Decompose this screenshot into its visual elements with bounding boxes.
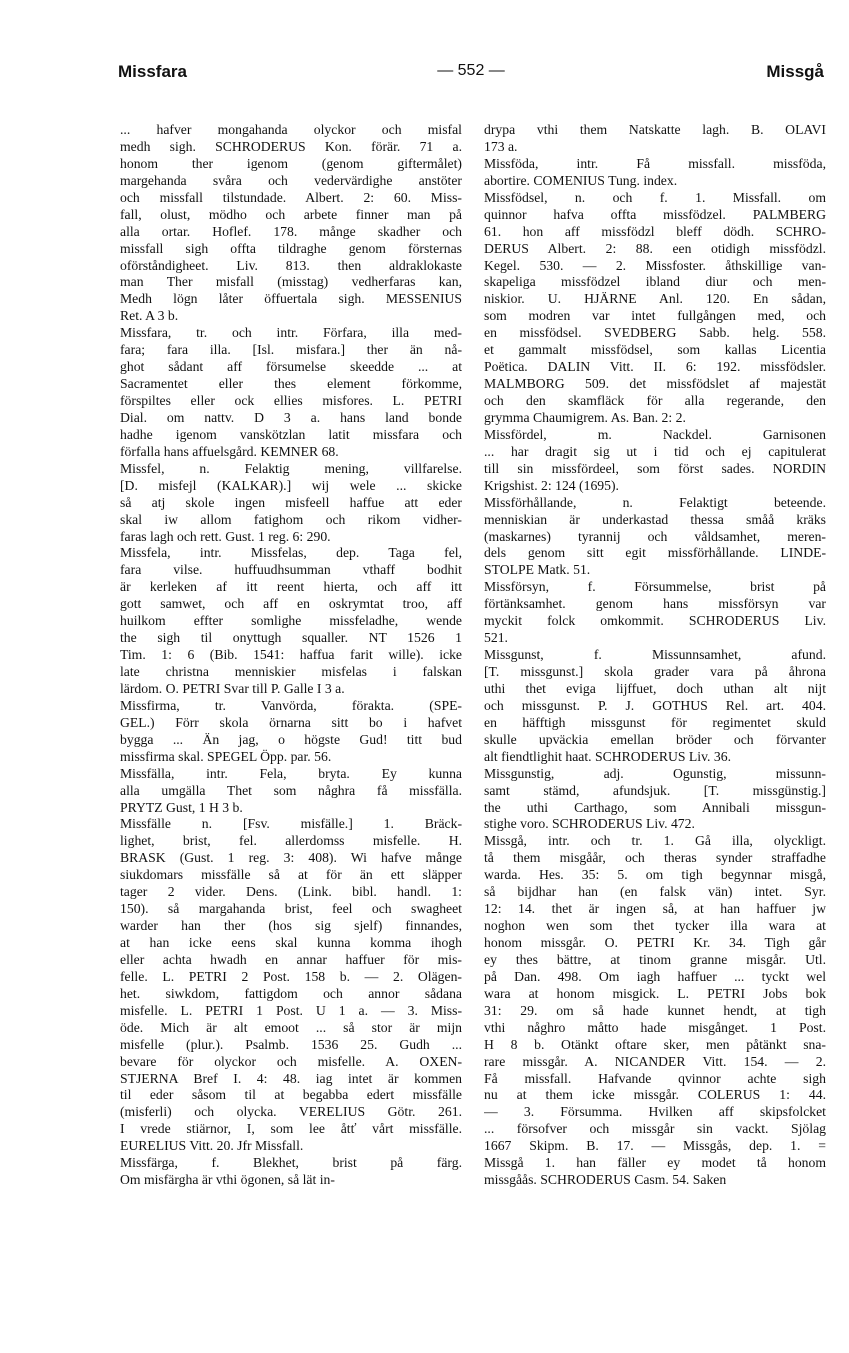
text-line: är kerleken af itt reent hierta, och aff itt bbox=[120, 579, 462, 595]
header-right-headword: Missgå bbox=[766, 62, 824, 81]
text-line: til eder såsom til at begabba edert missfälle bbox=[120, 1087, 462, 1103]
text-line: quinnor hafva offta missfödzel. PALMBERG bbox=[484, 206, 826, 222]
text-line: H 8 b. Otänkt oftare sker, men påtänkt sna- bbox=[484, 1036, 826, 1052]
text-line: 150). så margahanda brist, feel och swagheet bbox=[120, 901, 462, 917]
text-line: alt fiendtlighit haat. SCHRODERUS Liv. 36. bbox=[484, 748, 731, 764]
text-line: I vrede stiärnor, I, som lee åtť vårt missfälle. bbox=[120, 1121, 462, 1137]
text-line: het. siwkdom, fattigdom och annor sådana bbox=[120, 985, 462, 1001]
text-line: samt stämd, afundsjuk. [T. missgünstig.] bbox=[484, 782, 826, 798]
text-line: lärdom. O. PETRI Svar till P. Galle I 3 a. bbox=[120, 680, 345, 696]
text-line: förfalla hans affuelsgård. KEMNER 68. bbox=[120, 443, 339, 459]
text-line: dels genom sitt egit missförhållande. LINDE- bbox=[484, 545, 826, 561]
text-line: 1667 Skipm. B. 17. — Missgås, dep. 1. = bbox=[484, 1138, 826, 1154]
text-line: så bijdhar han (en falsk vän) intet. Syr. bbox=[484, 884, 826, 900]
text-line: medh sigh. SCHRODERUS Kon. förär. 71 a. bbox=[120, 138, 462, 154]
text-line: förtänksamhet. genom hans missförsyn var bbox=[484, 596, 826, 612]
text-line: och den skamfläck för alla regerande, den bbox=[484, 393, 826, 408]
text-line: Missgunst, f. Missunnsamhet, afund. bbox=[484, 647, 826, 663]
text-line: (maskarnes) tyrannij och våldsamhet, meren- bbox=[484, 528, 826, 544]
text-line: huilkom effter somlighe missfeladhe, wende bbox=[120, 613, 462, 629]
text-line: grymma Chaumigrem. As. Ban. 2: 2. bbox=[484, 409, 686, 425]
text-line: — 3. Försumma. Hvilken aff skipsfolcket bbox=[484, 1104, 826, 1120]
text-line: Missförhållande, n. Felaktigt beteende. bbox=[484, 494, 826, 510]
text-line: Krigshist. 2: 124 (1695). bbox=[484, 477, 619, 493]
text-line: myckit folck omkommit. SCHRODERUS Liv. bbox=[484, 613, 826, 629]
text-line: Missfälla, intr. Fela, bryta. Ey kunna bbox=[120, 765, 462, 781]
text-line: förspiltes eller ock ellies misfores. L. PETRI bbox=[120, 393, 462, 408]
right-column bbox=[484, 122, 826, 1189]
text-line: Missgå, intr. och tr. 1. Gå illa, olyckligt. bbox=[484, 833, 826, 849]
text-line: rare missgår. A. NICANDER Vitt. 154. — 2. bbox=[484, 1053, 826, 1069]
text-line: ... försofver och missgår sin vackt. Sjölag bbox=[484, 1121, 826, 1137]
text-line: Poëtica. DALIN Vitt. II. 6: 192. missfödsler. bbox=[484, 359, 826, 375]
text-line: warder han ther (hos sig sjelf) finnandes, bbox=[120, 918, 462, 934]
text-line: wara at honom misgick. L. PETRI Jobs bok bbox=[484, 985, 826, 1001]
text-line: Ret. A 3 b. bbox=[120, 308, 179, 324]
text-line: DERUS Albert. 2: 88. een otidigh missfödzl. bbox=[484, 240, 826, 256]
text-line: fara; fara illa. [Isl. misfara.] ther än nå- bbox=[120, 342, 462, 358]
text-line: misfelle (plur.). Psalmb. 1536 25. Gudh ... bbox=[120, 1036, 462, 1052]
page-header bbox=[118, 62, 824, 92]
text-line: missgåås. SCHRODERUS Casm. 54. Saken bbox=[484, 1172, 727, 1188]
text-line: Missföda, intr. Få missfall. missföda, bbox=[484, 155, 826, 171]
text-line: ghot sådant aff försumelse skeedde ... at bbox=[120, 359, 462, 375]
page-number: — 552 — bbox=[437, 62, 505, 79]
text-line: abortire. COMENIUS Tung. index. bbox=[484, 172, 678, 188]
text-line: [D. misfejl (KALKAR).] wij wele ... skicke bbox=[120, 477, 462, 493]
text-line: Missfirma, tr. Vanvörda, förakta. (SPE- bbox=[120, 697, 462, 713]
text-line: STJERNA Bref I. 4: 48. iag intet är kommen bbox=[120, 1070, 462, 1086]
text-line: skal iw allom fatighom och rikom vidher- bbox=[120, 511, 462, 527]
text-line: gott samwet, och aff en oskrymtat troo, aff bbox=[120, 596, 462, 612]
text-line: alla ortar. Hoflef. 178. månge skadher och bbox=[120, 223, 462, 239]
left-column bbox=[120, 122, 462, 1189]
text-line: fara vilse. huffuudhsumman vthaff bodhit bbox=[120, 562, 462, 578]
text-line: MALMBORG 509. det missfödslet af majestät bbox=[484, 376, 826, 392]
text-line: och missgunst. P. J. GOTHUS Rel. art. 404. bbox=[484, 697, 826, 713]
text-line: (misferli) och olycka. VERELIUS Götr. 261. bbox=[120, 1104, 462, 1120]
text-line: 61. hon aff missfödzl bleff dödh. SCHRO- bbox=[484, 223, 826, 239]
text-line: tager 2 vider. Dens. (Link. bibl. handl. 1: bbox=[120, 884, 462, 900]
text-line: et gammalt missfödsel, som kallas Licentia bbox=[484, 342, 826, 358]
text-line: Dial. om nattv. D 3 a. hans land bonde bbox=[120, 409, 462, 425]
text-line: en häfftigh missgunst för regimentet skuld bbox=[484, 714, 826, 730]
text-line: missfall sigh offta tildraghe genom försternas bbox=[120, 240, 462, 256]
text-line: niskior. U. HJÄRNE Anl. 120. En sådan, bbox=[484, 291, 826, 307]
text-line: bevare för olyckor och misfelle. A. OXEN- bbox=[120, 1053, 462, 1069]
text-line: fall, olust, mödho och arbete finner man på bbox=[120, 206, 462, 222]
text-line: bygga ... Än jag, o högste Gud! titt bud bbox=[120, 731, 462, 747]
text-line: menniskian är underkastad thessa småå kräks bbox=[484, 511, 826, 527]
text-line: Kegel. 530. — 2. Missfoster. åthskillige van- bbox=[484, 257, 826, 273]
text-line: 12: 14. thet är ingen så, at han haffuer jw bbox=[484, 901, 826, 917]
text-line: en missfödsel. SVEDBERG Sabb. helg. 558. bbox=[484, 325, 826, 341]
text-line: och missfall tilstundade. Albert. 2: 60. Miss- bbox=[120, 189, 462, 205]
text-line: som modren var intet fullgången med, och bbox=[484, 308, 826, 324]
text-line: Sacramentet eller thes element förkomme, bbox=[120, 376, 462, 392]
text-line: man Ther misfall (misstag) vedherfaras kan, bbox=[120, 274, 462, 290]
text-line: på Dan. 498. Om iagh haffuer ... tyckt wel bbox=[484, 968, 826, 984]
text-line: ... hafver mongahanda olyckor och misfal bbox=[120, 122, 462, 137]
text-line: Missfödsel, n. och f. 1. Missfall. om bbox=[484, 189, 826, 205]
text-line: misfelle. L. PETRI 1 Post. U 1 a. — 3. Miss- bbox=[120, 1002, 462, 1018]
text-line: EURELIUS Vitt. 20. Jfr Missfall. bbox=[120, 1138, 304, 1154]
text-line: till sin missfördeel, som först sades. NORDIN bbox=[484, 460, 826, 476]
text-line: alla umgälla Thet som någhra få missfälla. bbox=[120, 782, 462, 798]
text-line: öde. Mich är alt emoot ... så stor är mijn bbox=[120, 1019, 462, 1035]
text-line: Missfela, intr. Missfelas, dep. Taga fel, bbox=[120, 545, 462, 561]
text-line: honom missgår. O. PETRI Kr. 34. Tigh går bbox=[484, 935, 826, 950]
text-line: Missfärga, f. Blekhet, brist på färg. bbox=[120, 1155, 462, 1171]
text-line: GEL.) Förr skola örnarna sitt bo i hafvet bbox=[120, 714, 462, 730]
text-line: drypa vthi them Natskatte lagh. B. OLAVI bbox=[484, 122, 826, 137]
text-line: the sigh til onyttugh squaller. NT 1526 1 bbox=[120, 630, 462, 646]
text-line: Missgunstig, adj. Ogunstig, missunn- bbox=[484, 765, 826, 781]
text-line: Missförsyn, f. Försummelse, brist på bbox=[484, 579, 826, 595]
text-line: skulle upväckia emellan bröder och förvanter bbox=[484, 731, 826, 747]
text-line: warda. Hes. 35: 5. om tigh begynnar misgå, bbox=[484, 867, 826, 883]
text-line: hadhe igenom vanskötzlan latit missfara och bbox=[120, 426, 462, 442]
text-line: Medh lögn låter öffuertala sigh. MESSENIUS bbox=[120, 291, 462, 307]
text-line: margehanda svåra och vedervärdighe anstöter bbox=[120, 172, 462, 188]
text-line: skapeliga missfödzel ibland diur och men- bbox=[484, 274, 826, 290]
text-line: at han icke eens skal kunna komma ihogh bbox=[120, 935, 462, 950]
text-line: uthi thet eviga lijffuet, doch uthan alt nijt bbox=[484, 680, 826, 696]
text-line: siukdomars missfälle så at för än ett släpper bbox=[120, 867, 462, 883]
text-line: faras lagh och rett. Gust. 1 reg. 6: 290. bbox=[120, 528, 331, 544]
text-line: BRASK (Gust. 1 reg. 3: 408). Wi hafve månge bbox=[120, 850, 462, 866]
text-line: Missfel, n. Felaktig mening, villfarelse. bbox=[120, 460, 462, 476]
text-line: the uthi Carthago, som Annibali missgun- bbox=[484, 799, 826, 815]
text-line: honom ther igenom (genom giftermålet) bbox=[120, 155, 462, 171]
text-line: 173 a. bbox=[484, 138, 518, 154]
text-line: vthi någhro måtto hade misgånget. 1 Post. bbox=[484, 1019, 826, 1035]
text-line: PRYTZ Gust, 1 H 3 b. bbox=[120, 799, 243, 815]
text-line: Missfälle n. [Fsv. misfälle.] 1. Bräck- bbox=[120, 816, 462, 832]
text-line: eller achta hwadh en annar haffuer för mis- bbox=[120, 951, 462, 967]
text-line: Missfördel, m. Nackdel. Garnisonen bbox=[484, 426, 826, 442]
text-line: missfirma skal. SPEGEL Öpp. par. 56. bbox=[120, 748, 332, 764]
header-left-headword: Missfara bbox=[118, 62, 187, 81]
text-line: ey thes bättre, at tinom granne misgår. Utl. bbox=[484, 951, 826, 967]
text-line: 31: 29. om så hade kunnet hendt, at tigh bbox=[484, 1002, 826, 1018]
text-line: [T. missgunst.] skola grader vara på åhrona bbox=[484, 664, 826, 679]
text-line: noghon wen som thet tycker illa wara at bbox=[484, 918, 826, 934]
text-line: ... har dragit sig ut i tid och ej capitulerat bbox=[484, 443, 826, 459]
text-line: oförståndigheet. Liv. 813. then aldraklokaste bbox=[120, 257, 462, 273]
text-line: Få missfall. Hafvande qvinnor achte sigh bbox=[484, 1070, 826, 1086]
text-line: lighet, brist, fel. allerdomss misfelle. H. bbox=[120, 833, 462, 849]
text-line: late christna menniskier misfelas i falskan bbox=[120, 664, 462, 679]
text-line: Tim. 1: 6 (Bib. 1541: haffua farit wille). icke bbox=[120, 647, 462, 663]
text-line: tå them misgåår, och theras synder straffadhe bbox=[484, 850, 826, 866]
text-line: stighe voro. SCHRODERUS Liv. 472. bbox=[484, 816, 695, 832]
text-line: så atj skole ingen misfeell haffue att eder bbox=[120, 494, 462, 510]
text-line: Om misfärgha är vthi ögonen, så lät in- bbox=[120, 1172, 335, 1188]
text-line: 521. bbox=[484, 630, 508, 646]
text-line: felle. L. PETRI 2 Post. 158 b. — 2. Olägen- bbox=[120, 968, 462, 984]
text-line: nu at them icke missgår. COLERUS 1: 44. bbox=[484, 1087, 826, 1103]
text-line: Missgå 1. han fäller ey modet tå honom bbox=[484, 1155, 826, 1171]
text-line: Missfara, tr. och intr. Förfara, illa med- bbox=[120, 325, 462, 341]
text-line: STOLPE Matk. 51. bbox=[484, 562, 591, 578]
